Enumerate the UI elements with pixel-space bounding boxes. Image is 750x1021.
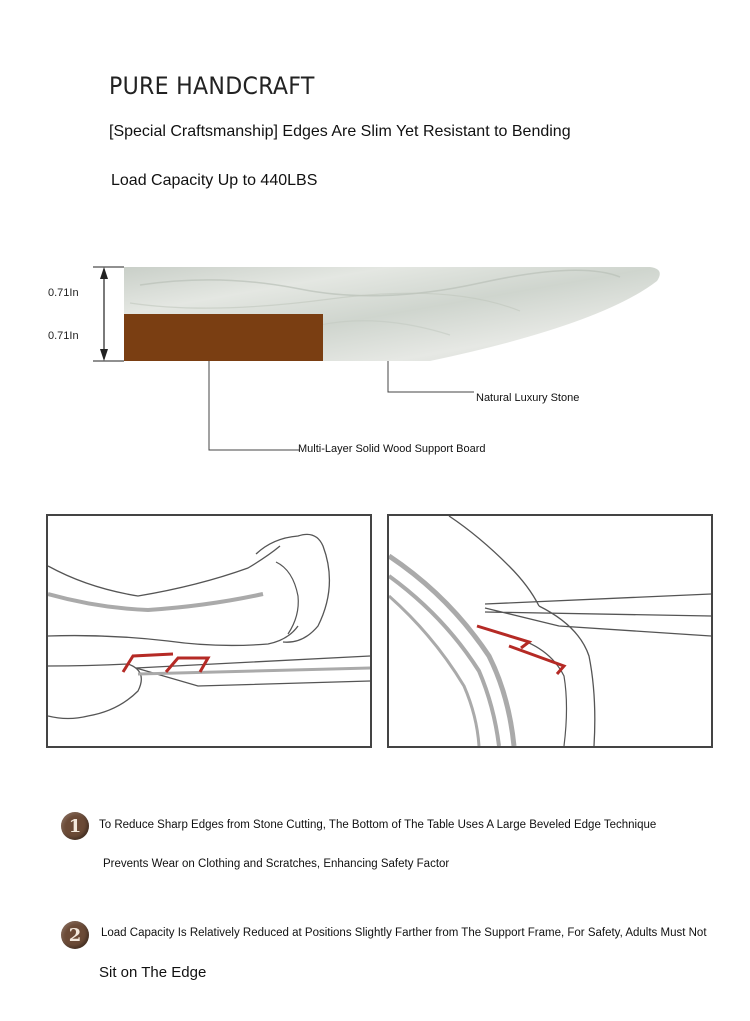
- dimension-bottom-label: 0.71In: [48, 330, 79, 342]
- illustration-arm-panel: [46, 514, 372, 748]
- note-2-line-1: Load Capacity Is Relatively Reduced at Positions Slightly Farther from The Support Frame, For Safety, Adults Must Not: [101, 927, 707, 939]
- leg-on-edge-illustration: [389, 516, 711, 746]
- note-1-number-badge: 1: [61, 812, 89, 840]
- stone-callout-label: Natural Luxury Stone: [476, 392, 580, 404]
- note-2-line-2: Sit on The Edge: [99, 964, 207, 981]
- edge-cross-section-diagram: [0, 255, 750, 465]
- page-title: PURE HANDCRAFT: [109, 72, 315, 100]
- wood-board: [124, 314, 323, 361]
- wood-callout-label: Multi-Layer Solid Wood Support Board: [298, 443, 486, 455]
- arrow-up-icon: [100, 267, 108, 279]
- note-2-number-badge: 2: [61, 921, 89, 949]
- arrow-down-icon: [100, 349, 108, 361]
- load-capacity-text: Load Capacity Up to 440LBS: [111, 172, 318, 189]
- subtitle: [Special Craftsmanship] Edges Are Slim Yet Resistant to Bending: [109, 123, 571, 140]
- note-1-line-2: Prevents Wear on Clothing and Scratches, Enhancing Safety Factor: [103, 858, 450, 870]
- arm-on-edge-illustration: [48, 516, 370, 746]
- note-1-line-1: To Reduce Sharp Edges from Stone Cutting, The Bottom of The Table Uses A Large Beveled Edge Technique: [99, 819, 657, 831]
- dimension-top-label: 0.71In: [48, 287, 79, 299]
- illustration-leg-panel: [387, 514, 713, 748]
